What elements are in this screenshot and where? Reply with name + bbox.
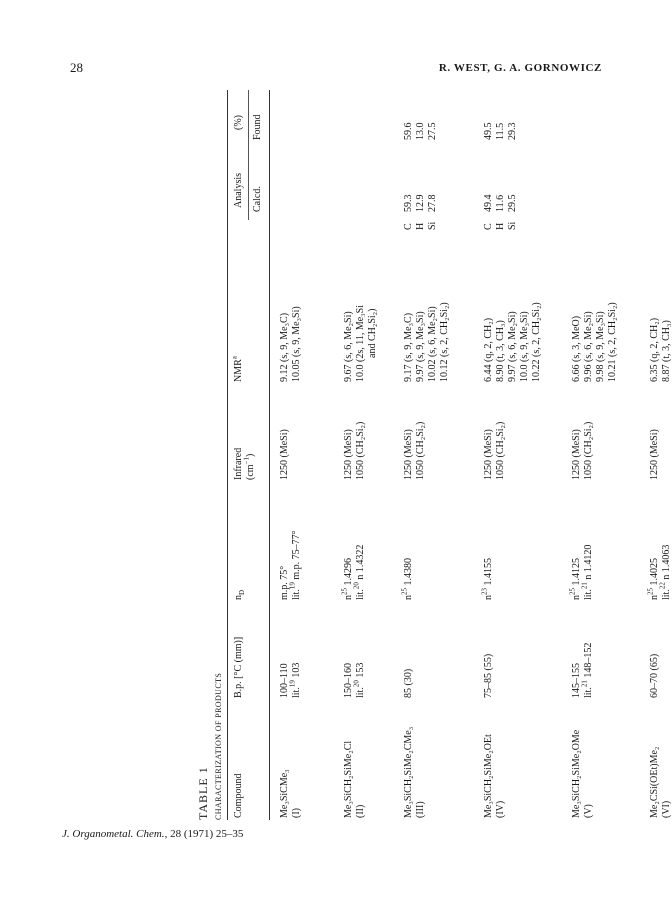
value-text: 75–85 (55) (483, 653, 494, 698)
nmr-line: 9.96 (s, 6, Me₂Si) (583, 311, 594, 382)
value-text: 1.4155 (483, 558, 494, 588)
nmr-line: 10.22 (s, 2, CH₂Si₂) (531, 302, 542, 382)
found-value: 49.5 (483, 122, 494, 140)
table-caption: CHARACTERIZATION OF PRODUCTS (214, 672, 223, 820)
bp-line (649, 654, 661, 698)
value-text: lit. (583, 589, 594, 600)
nd-cell (568, 544, 595, 600)
value-text: lit. (583, 687, 594, 698)
value-text: n (483, 595, 494, 600)
nd-cell (480, 558, 495, 600)
ir-cell (403, 422, 427, 480)
superscript: 22 (658, 582, 667, 590)
compound-line: (VI) (661, 800, 672, 818)
header-ir-line2 (242, 448, 257, 480)
compound-line: Me₃SiCH₂SiMe₂OEt (483, 734, 494, 818)
ir-line: 1050 (CH₂Si₂) (355, 421, 366, 480)
footer-volume: , 28 (1971) 25–35 (164, 828, 244, 840)
header-nmr-label: NMR (233, 359, 244, 382)
value-text: n 1.4322 (355, 544, 366, 583)
nmr-line: 9.12 (s, 9, Me₃C) (279, 312, 290, 382)
value-text: n 1.4063 (661, 544, 672, 583)
value-text: 148–152 (583, 642, 594, 681)
nmr-line: 10.12 (s, 2, CH₂Si₂) (439, 302, 450, 382)
header-ir-unit: (cm (245, 464, 256, 480)
header-nd (233, 590, 245, 600)
nmr-line: 9.17 (s, 9, Me₃C) (403, 312, 414, 382)
bp-line (288, 662, 303, 698)
header-ir-line1: Infrared (233, 447, 244, 480)
nmr-line: 10.02 (s, 6, Me₂Si) (427, 306, 438, 382)
superscript: 25 (568, 588, 577, 595)
calcd-value: 12.9 (415, 194, 426, 212)
superscript: 21 (580, 680, 589, 688)
value-text: 85 (30) (403, 668, 414, 698)
header-compound: Compound (233, 773, 244, 818)
header-bp: B.p. [°C (mm)] (233, 636, 244, 698)
nmr-line: 10.0 (s, 9, Me₃Si) (519, 311, 530, 382)
calcd-value: 49.4 (483, 194, 494, 212)
ir-cell (571, 422, 595, 480)
value-text: n (403, 595, 414, 600)
value-text: 150–160 (343, 663, 354, 698)
table-title: TABLE 1 (196, 766, 210, 820)
nd-line (288, 530, 303, 600)
bp-cell (483, 654, 495, 698)
value-text: 1.4380 (403, 558, 414, 588)
element-symbol: Si (507, 221, 518, 230)
superscript: 19 (288, 680, 297, 688)
element-symbol: H (415, 222, 426, 230)
header-ir-close: ) (245, 453, 256, 457)
compound-line: (IV) (495, 800, 506, 818)
nmr-line: and CH₂Si₂) (367, 308, 378, 358)
nmr-line: 8.90 (t, 3, CH₃) (495, 320, 506, 382)
nd-line (658, 544, 672, 600)
compound-line: (I) (291, 808, 302, 818)
calcd-cell (483, 195, 519, 213)
header-nd-sub: D (238, 589, 246, 595)
value-text: lit. (355, 589, 366, 600)
bp-line (403, 669, 415, 698)
bp-cell (403, 669, 415, 698)
superscript: 23 (480, 588, 489, 595)
nmr-cell (649, 318, 672, 382)
value-text: 1.4025 (649, 558, 660, 588)
nd-line (646, 545, 661, 600)
superscript: 25 (646, 588, 655, 595)
value-text: lit. (291, 589, 302, 600)
calcd-value: 29.5 (507, 194, 518, 212)
header-found: Found (252, 114, 263, 140)
compound-line: (III) (415, 801, 426, 818)
header-analysis: Analysis (233, 173, 244, 208)
compound-cell (279, 769, 303, 818)
nd-line (400, 558, 415, 600)
value-text: n (343, 595, 354, 600)
value-text: 60–70 (65) (649, 653, 660, 698)
found-cell (483, 123, 519, 141)
value-text: 100–110 (279, 663, 290, 698)
element-symbol: H (495, 222, 506, 230)
found-value: 29.3 (507, 122, 518, 140)
compound-line: Me₃SiCH₂SiMe₂CMe₃ (403, 726, 414, 818)
ir-cell (649, 429, 661, 480)
calcd-value: 11.6 (495, 194, 506, 212)
bp-cell (343, 663, 367, 698)
nmr-line: 10.0 (2s, 11, Me₃Si (355, 304, 366, 382)
value-text: n (571, 595, 582, 600)
nd-cell (340, 544, 367, 600)
nmr-cell (343, 305, 379, 382)
found-value: 59.6 (403, 122, 414, 140)
compound-line: Me₃SiCH₂SiMe₂OMe (571, 729, 582, 818)
compound-cell (403, 727, 427, 818)
nmr-line: 6.44 (q, 2, CH₂) (483, 317, 494, 382)
analysis-subrule (248, 90, 249, 220)
header-nd-n: n (233, 595, 244, 600)
value-text: 145–155 (571, 663, 582, 698)
value-text: m.p. 75° (279, 565, 290, 600)
compound-cell (343, 741, 367, 818)
nmr-line: 6.35 (q, 2, CH₂) (649, 317, 660, 382)
nmr-line: 10.05 (s, 9, Me₃Si) (291, 306, 302, 382)
page-number: 28 (70, 60, 83, 75)
compound-line: (II) (355, 804, 366, 818)
header-calcd: Calcd. (252, 186, 263, 212)
nd-line (352, 544, 367, 600)
value-text: 1.4296 (343, 558, 354, 588)
value-text: lit. (355, 687, 366, 698)
nd-line (480, 558, 495, 600)
nmr-line: 9.97 (s, 9, Me₃Si) (415, 311, 426, 382)
element-symbol: Si (427, 221, 438, 230)
compound-line: Me₂CSi(OEt)Me₂ (649, 746, 660, 818)
nd-cell (646, 544, 672, 600)
bp-line (580, 642, 595, 698)
ir-line: 1050 (CH₂Si₂) (415, 421, 426, 480)
element-cell (483, 212, 519, 230)
superscript: 25 (340, 588, 349, 595)
value-text: 153 (355, 662, 366, 681)
header-percent: (%) (233, 115, 244, 130)
ir-line: 1250 (MeSi) (649, 429, 660, 480)
nd-line (580, 544, 595, 600)
ir-line: 1250 (MeSi) (571, 429, 582, 480)
value-text: m.p. 75–77° (291, 530, 302, 583)
element-cell (403, 212, 439, 230)
found-value: 13.0 (415, 122, 426, 140)
element-symbol: C (403, 223, 414, 230)
value-text: 103 (291, 662, 302, 681)
rotated-table (197, 90, 672, 820)
table-top-rule (227, 90, 228, 820)
bp-cell (571, 643, 595, 698)
ir-line: 1250 (MeSi) (343, 429, 354, 480)
compound-cell (571, 730, 595, 818)
header-nmr (230, 356, 245, 382)
compound-line: Me₃SiCMe₃ (279, 769, 290, 818)
header-bottom-rule (269, 90, 270, 820)
calcd-cell (403, 195, 439, 213)
ir-line: 1250 (MeSi) (279, 429, 290, 480)
nmr-line: 8.87 (t, 3, CH₃) (661, 320, 672, 382)
element-symbol: C (483, 223, 494, 230)
found-value: 11.5 (495, 122, 506, 140)
nmr-cell (483, 302, 543, 382)
superscript: 20 (352, 680, 361, 688)
superscript: 25 (400, 588, 409, 595)
nmr-line: 9.98 (s, 9, Me₃Si) (595, 311, 606, 382)
ir-cell (279, 429, 291, 480)
nd-line (568, 545, 583, 600)
nmr-line: 9.67 (s, 6, Me₂Si) (343, 311, 354, 382)
found-value: 27.5 (427, 122, 438, 140)
header-ir (233, 448, 257, 480)
ir-cell (343, 422, 367, 480)
calcd-value: 59.3 (403, 194, 414, 212)
value-text: 1.4125 (571, 558, 582, 588)
value-text: lit. (661, 589, 672, 600)
ir-line: 1050 (CH₂Si₂) (495, 421, 506, 480)
superscript: 19 (288, 582, 297, 590)
ir-line: 1250 (MeSi) (403, 429, 414, 480)
bp-line (352, 662, 367, 698)
compound-cell (649, 747, 672, 818)
calcd-value: 27.8 (427, 194, 438, 212)
nmr-line: 9.97 (s, 6, Me₂Si) (507, 311, 518, 382)
nd-cell (400, 558, 415, 600)
nd-line (279, 530, 291, 600)
compound-line: Me₃SiCH₂SiMe₂Cl (343, 740, 354, 818)
ir-line: 1050 (CH₂Si₂) (583, 421, 594, 480)
compound-cell (483, 734, 507, 818)
found-cell (403, 123, 439, 141)
nd-line (340, 545, 355, 600)
value-text: lit. (291, 687, 302, 698)
footer-journal: J. Organometal. Chem. (62, 828, 165, 840)
running-head: R. WEST, G. A. GORNOWICZ (438, 62, 602, 74)
nmr-cell (403, 302, 451, 382)
nmr-line: 10.21 (s, 2, CH₂Si₂) (607, 302, 618, 382)
ir-line: 1250 (MeSi) (483, 429, 494, 480)
header-ir-sup: −1 (242, 457, 251, 465)
value-text: n 1.4120 (583, 544, 594, 583)
compound-line: (V) (583, 804, 594, 818)
bp-line (571, 643, 583, 698)
footer-citation (62, 828, 243, 840)
nmr-line: 6.66 (s, 3, MeO) (571, 315, 582, 382)
superscript: 21 (580, 582, 589, 590)
ir-cell (483, 422, 507, 480)
nd-cell (279, 530, 303, 600)
bp-line (483, 654, 495, 698)
bp-cell (279, 663, 303, 698)
bp-cell (649, 654, 661, 698)
nmr-cell (279, 306, 303, 382)
value-text: n (649, 595, 660, 600)
nmr-cell (571, 302, 619, 382)
superscript: 20 (352, 582, 361, 590)
header-nmr-sup: a (230, 356, 239, 360)
